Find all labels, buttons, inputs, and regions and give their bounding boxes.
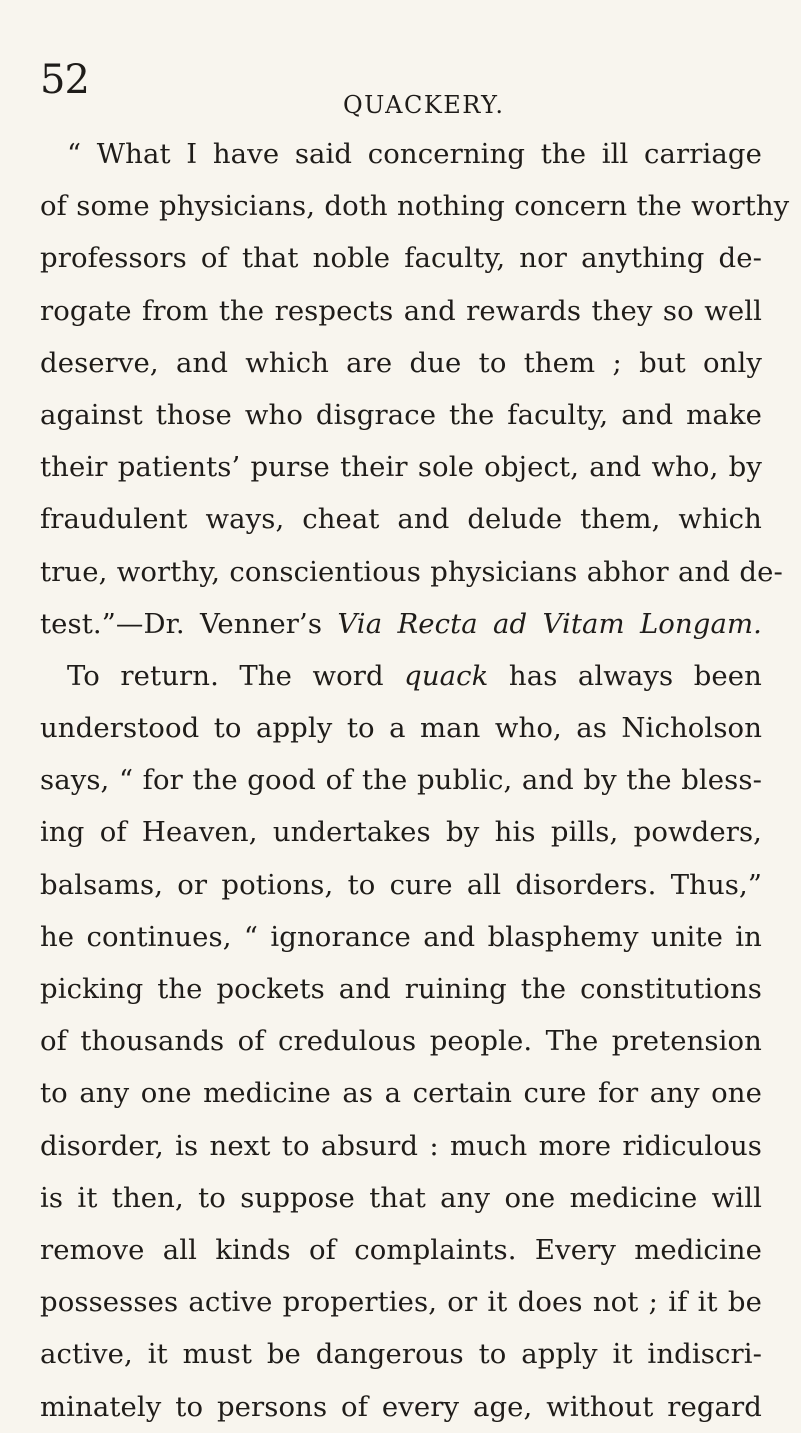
citation-prefix: test.”—Dr. Venner’s bbox=[40, 607, 338, 640]
text-line: against those who disgrace the faculty, and make bbox=[40, 398, 762, 431]
text-line: “ What I have said concerning the ill carriage bbox=[67, 138, 762, 170]
text-line: to any one medicine as a certain cure for any one bbox=[40, 1077, 762, 1110]
page-number: 52 bbox=[40, 57, 89, 103]
text-line: active, it must be dangerous to apply it indiscri- bbox=[40, 1338, 762, 1371]
text-line: ing of Heaven, undertakes by his pills, powders, bbox=[40, 816, 762, 849]
text-line: disorder, is next to absurd : much more ridiculous bbox=[40, 1129, 762, 1162]
text-line: says, “ for the good of the public, and by the bless- bbox=[40, 764, 762, 797]
citation-line bbox=[40, 598, 762, 650]
text-line: remove all kinds of complaints. Every medicine bbox=[40, 1233, 762, 1266]
text-line: possesses active properties, or it does not ; if it be bbox=[40, 1286, 762, 1319]
body-text bbox=[40, 128, 790, 1433]
text-line: of some physicians, doth nothing concern the worthy bbox=[40, 190, 790, 223]
cited-work-title: Via Recta ad Vitam Longam. bbox=[337, 607, 762, 640]
text-line: picking the pockets and ruining the constitutions bbox=[40, 973, 762, 1005]
text-line: he continues, “ ignorance and blasphemy unite in bbox=[40, 920, 762, 953]
text-line: fraudulent ways, cheat and delude them, which bbox=[40, 503, 762, 536]
text-line: understood to apply to a man who, as Nicholson bbox=[40, 712, 762, 745]
running-title: QUACKERY. bbox=[343, 91, 505, 119]
text-line: rogate from the respects and rewards they so well bbox=[40, 294, 762, 327]
text-line: their patients’ purse their sole object, and who, by bbox=[40, 451, 762, 484]
text-line: deserve, and which are due to them ; but only bbox=[40, 346, 762, 379]
text-line: minately to persons of every age, without regard bbox=[40, 1390, 762, 1423]
text-line: true, worthy, conscientious physicians abhor and de- bbox=[40, 555, 783, 588]
quack-line-suffix: has always been bbox=[488, 659, 762, 692]
quack-line-prefix: To return. The word bbox=[67, 659, 405, 692]
text-line: of thousands of credulous people. The pretension bbox=[40, 1025, 762, 1058]
text-line: is it then, to suppose that any one medicine will bbox=[40, 1181, 762, 1214]
quack-line bbox=[40, 650, 762, 702]
text-line: balsams, or potions, to cure all disorders. Thus,” bbox=[40, 868, 762, 901]
term-quack: quack bbox=[404, 659, 489, 692]
text-line: professors of that noble faculty, nor anything de- bbox=[40, 242, 762, 275]
